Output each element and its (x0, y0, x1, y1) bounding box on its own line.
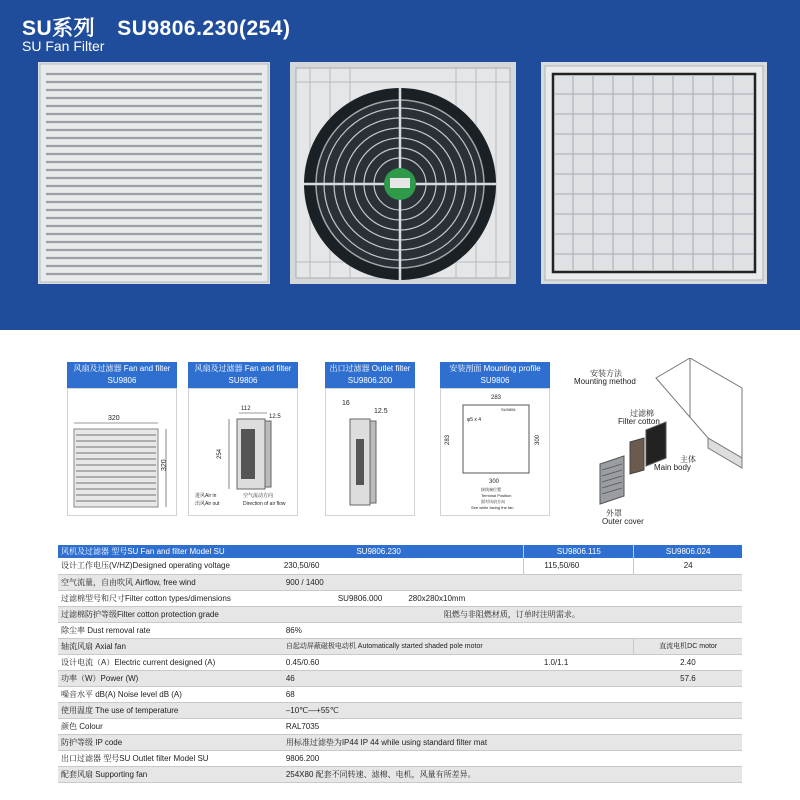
mounting-title-en: Mounting method (574, 377, 636, 386)
row-value: 46 (234, 670, 524, 686)
row-value-3: 直流电机DC motor (634, 638, 742, 654)
table-row (58, 718, 742, 734)
diagram-4-right: 300 (535, 434, 541, 445)
table-row (58, 622, 742, 638)
row-label: 过滤棉防护等级Filter cotton protection grade (58, 606, 234, 622)
diagram-1-width: 320 (108, 415, 120, 422)
row-value: 230,50/60 (234, 558, 524, 574)
row-value: –10℃—+55℃ (234, 702, 742, 718)
filter-size: 280x280x10mm (408, 593, 466, 603)
diagram-3-depth: 16 (342, 400, 350, 407)
diagram-1-model: SU9806 (107, 376, 137, 385)
diagram-2-flow-cn: 空气流动方向 (243, 493, 274, 499)
row-label: 功率（W）Power (W) (58, 670, 234, 686)
row-label: 空气流量，自由吹风 Airflow, free wind (58, 574, 234, 590)
row-label: 配套风扇 Supporting fan (58, 766, 234, 782)
diagram-3-title: 出口过滤器 Outlet filter (329, 364, 411, 373)
diagram-4-note-1: 接线端位置 (481, 487, 501, 492)
mounting-title-cn: 安装方法 (590, 369, 622, 378)
diagram-3-header (325, 362, 415, 388)
diagram-3-flange: 12.5 (374, 408, 388, 415)
spec-table (58, 545, 742, 783)
diagram-4-model: SU9806 (480, 376, 510, 385)
diagram-2-title: 风扇及过滤器 Fan and filter (194, 364, 292, 373)
page-subtitle: SU Fan Filter (22, 38, 105, 54)
diagram-4-label: SU9806 (501, 407, 516, 412)
diagram-4-top: 283 (491, 395, 502, 401)
table-row (58, 590, 742, 606)
grille-front-photo (38, 62, 270, 284)
diagram-2-flow-en: Direction of air flow (243, 501, 286, 507)
row-label: 过滤棉型号和尺寸Filter cotton types/dimensions (58, 590, 234, 606)
row-value: 86% (234, 622, 742, 638)
row-value: 用标准过滤垫为IP44 IP 44 while using standard filter mat (234, 734, 742, 750)
row-value: 自起动屏蔽磁极电动机 Automatically started shaded pole motor (234, 638, 634, 654)
row-value-3: 2.40 (634, 654, 742, 670)
diagram-1-drawing (67, 388, 177, 516)
filter-model: SU9806.000 (337, 593, 383, 603)
row-value: 900 / 1400 (234, 574, 742, 590)
body-label-cn: 主体 (680, 455, 696, 464)
diagram-3-drawing (325, 388, 415, 516)
spec-header-col3: SU9806.024 (634, 545, 742, 558)
table-row (58, 638, 742, 654)
diagram-1-height: 320 (161, 459, 168, 471)
spec-header-row (58, 545, 742, 558)
row-label: 颜色 Colour (58, 718, 234, 734)
table-row (58, 574, 742, 590)
filter-label-en: Filter cotton (618, 417, 660, 426)
diagram-4-note-3: 面对风扇方向 (481, 499, 505, 504)
body-label-en: Main body (654, 463, 691, 472)
row-label: 使用温度 The use of temperature (58, 702, 234, 718)
row-value: 254X80 配套不同转速、滤棉、电机，风量有所差异。 (234, 766, 742, 782)
table-row (58, 606, 742, 622)
diagram-2-header (188, 362, 298, 388)
diagram-4-left: 283 (445, 434, 451, 445)
table-row (58, 686, 742, 702)
row-label: 出口过滤器 型号SU Outlet filter Model SU (58, 750, 234, 766)
row-value: RAL7035 (234, 718, 742, 734)
row-value: 阻燃与非阻燃材质，订单时注明需求。 (234, 606, 742, 622)
table-row (58, 670, 742, 686)
diagram-4-holes: φ5 x 4 (467, 417, 482, 423)
row-value (234, 590, 742, 606)
row-value-3: 24 (634, 558, 742, 574)
row-label: 设计电流（A）Electric current designed (A) (58, 654, 234, 670)
row-value: 9806.200 (234, 750, 742, 766)
diagram-4-note-2: Terminal Position (481, 493, 512, 498)
table-row (58, 702, 742, 718)
table-row (58, 558, 742, 574)
cover-label-cn: 外罩 (606, 509, 622, 518)
row-label: 设计工作电压(V/HZ)Designed operating voltage (58, 558, 234, 574)
diagram-3-model: SU9806.200 (347, 376, 393, 385)
spec-header-label: 风机及过滤器 型号SU Fan and filter Model SU (58, 545, 234, 558)
diagram-2-air-out: 出风Air out (195, 501, 220, 507)
diagram-4-drawing (440, 388, 550, 516)
fan-filter-photo (290, 62, 516, 284)
diagram-2-drawing (188, 388, 298, 516)
row-value: 0.45/0.60 (234, 654, 524, 670)
row-value: 68 (234, 686, 742, 702)
mounting-method-drawing (560, 358, 750, 528)
row-value-2 (524, 670, 634, 686)
row-label: 轴流风扇 Axial fan (58, 638, 234, 654)
cover-label-en: Outer cover (602, 517, 644, 526)
model-number: SU9806.230(254) (117, 17, 291, 40)
filter-label-cn: 过滤棉 (630, 409, 654, 418)
series-name: SU系列 (22, 17, 96, 40)
spec-header-col2: SU9806.115 (524, 545, 634, 558)
table-row (58, 766, 742, 782)
diagram-4-bottom: 300 (489, 479, 500, 485)
table-row (58, 734, 742, 750)
diagram-2-air-in: 进风Air in (195, 493, 217, 499)
diagram-2-size: 254 (217, 448, 223, 459)
table-row (58, 654, 742, 670)
diagram-2-model: SU9806 (228, 376, 258, 385)
row-value-2: 115,50/60 (524, 558, 634, 574)
diagram-2-flange: 12.5 (269, 414, 281, 420)
diagram-2-depth: 112 (241, 406, 251, 412)
row-value-2: 1.0/1.1 (524, 654, 634, 670)
row-label: 噪音水平 dB(A) Noise level dB (A) (58, 686, 234, 702)
row-label: 除尘率 Dust removal rate (58, 622, 234, 638)
diagram-4-header (440, 362, 550, 388)
product-banner (0, 0, 800, 330)
spec-header-col1: SU9806.230 (234, 545, 524, 558)
diagram-4-note-4: See while facing the fan (471, 505, 514, 510)
row-label: 防护等级 IP code (58, 734, 234, 750)
table-row (58, 750, 742, 766)
diagram-1-title: 风扇及过滤器 Fan and filter (73, 364, 171, 373)
outlet-filter-photo (541, 62, 767, 284)
row-value-3: 57.6 (634, 670, 742, 686)
diagram-1-header (67, 362, 177, 388)
diagram-4-title: 安装剖面 Mounting profile (449, 364, 541, 373)
